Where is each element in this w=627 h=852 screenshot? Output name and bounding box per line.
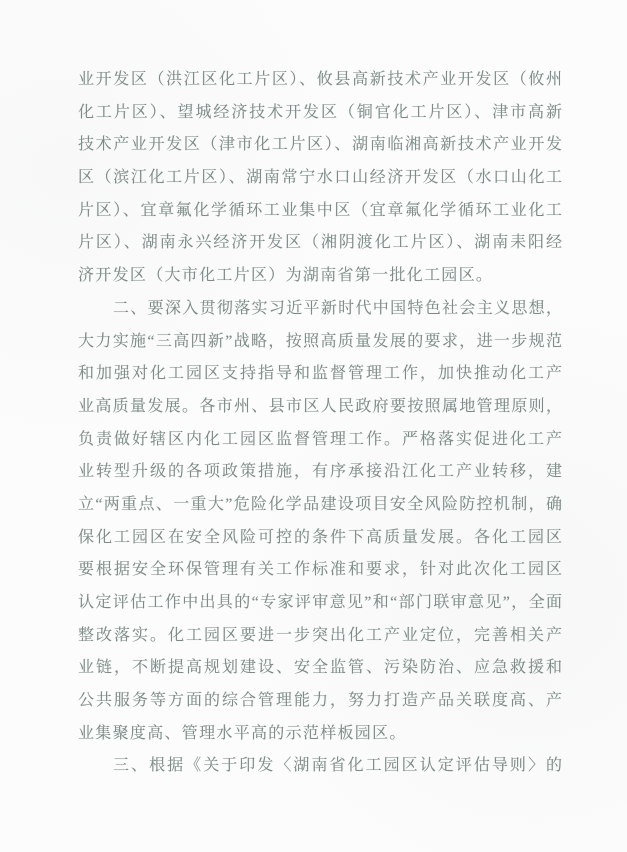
text-line-7: 济开发区（大市化工片区）为湖南省第一批化工园区。 bbox=[78, 267, 494, 285]
text-line-8-paragraph-2-start: 二、要深入贯彻落实习近平新时代中国特色社会主义思想， bbox=[113, 299, 562, 317]
text-line-14: 立“两重点、一重大”危险化学品建设项目安全风险防控机制，确 bbox=[78, 495, 562, 513]
text-line-11: 业高质量发展。各市州、县市区人民政府要按照属地管理原则， bbox=[78, 397, 562, 415]
text-line-1: 业开发区（洪江区化工片区）、攸县高新技术产业开发区（攸州 bbox=[78, 71, 562, 88]
text-line-19: 业链，不断提高规划建设、安全监管、污染防治、应急救援和 bbox=[78, 659, 562, 677]
text-line-6: 片区）、湖南永兴经济开发区（湘阴渡化工片区）、湖南耒阳经 bbox=[78, 234, 562, 252]
text-line-3: 技术产业开发区（津市化工片区）、湖南临湘高新技术产业开发 bbox=[78, 136, 562, 154]
text-line-18: 整改落实。化工园区要进一步突出化工产业定位，完善相关产 bbox=[78, 626, 562, 644]
text-line-2: 化工片区）、望城经济技术开发区（铜官化工片区）、津市高新 bbox=[78, 103, 562, 121]
text-line-21: 业集聚度高、管理水平高的示范样板园区。 bbox=[78, 724, 407, 742]
text-line-10: 和加强对化工园区支持指导和监督管理工作，加快推动化工产 bbox=[78, 365, 562, 383]
text-line-16: 要根据安全环保管理有关工作标准和要求，针对此次化工园区 bbox=[78, 561, 562, 579]
text-line-12: 负责做好辖区内化工园区监督管理工作。严格落实促进化工产 bbox=[78, 430, 562, 448]
text-line-13: 业转型升级的各项政策措施，有序承接沿江化工产业转移，建 bbox=[78, 463, 562, 481]
text-line-4: 区（滨江化工片区）、湖南常宁水口山经济开发区（水口山化工 bbox=[78, 169, 562, 187]
document-body-text bbox=[78, 64, 562, 783]
text-line-5: 片区）、宜章氟化学循环工业集中区（宜章氟化学循环工业化工 bbox=[78, 201, 562, 219]
text-line-22-paragraph-3-start: 三、根据《关于印发〈湖南省化工园区认定评估导则〉的 bbox=[113, 757, 562, 775]
text-line-20: 公共服务等方面的综合管理能力，努力打造产品关联度高、产 bbox=[78, 692, 562, 710]
text-line-15: 保化工园区在安全风险可控的条件下高质量发展。各化工园区 bbox=[78, 528, 562, 546]
text-line-9: 大力实施“三高四新”战略，按照高质量发展的要求，进一步规范 bbox=[78, 332, 562, 350]
text-line-17: 认定评估工作中出具的“专家评审意见”和“部门联审意见”，全面 bbox=[78, 594, 562, 611]
